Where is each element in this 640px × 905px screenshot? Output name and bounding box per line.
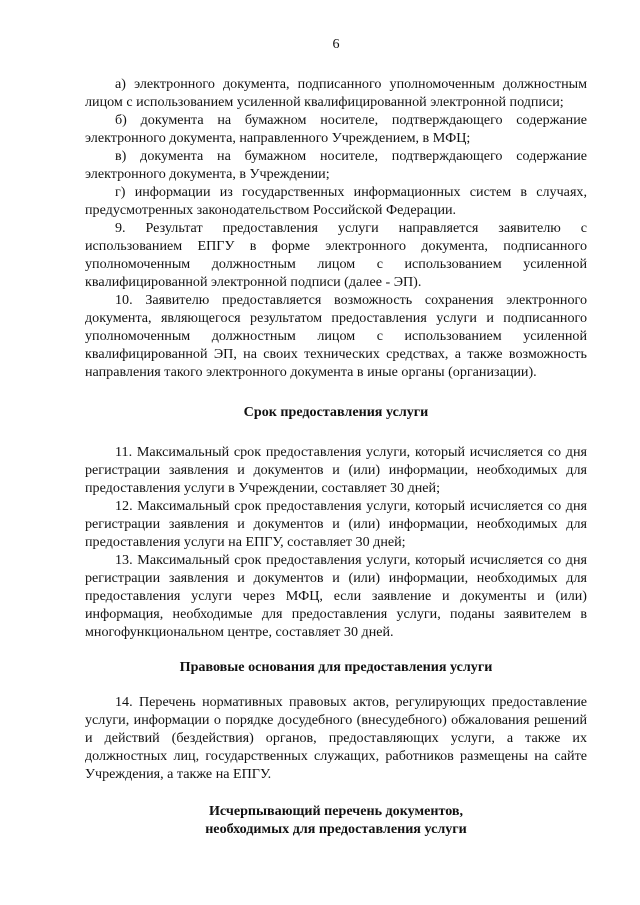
page-number: 6: [332, 36, 340, 52]
section-heading-term: Срок предоставления услуги: [243, 404, 429, 420]
paragraph-9: 9. Результат предоставления услуги направляется заявителю с использованием ЕПГУ в форме электронного документа, подписанного уполномоченным должностным лицом с использованием усиленной квалифицированной электронной подписи (далее - ЭП).: [85, 220, 587, 290]
paragraph-g: г) информации из государственных информационных систем в случаях, предусмотренных законодательством Российской Федерации.: [85, 184, 587, 218]
paragraph-13: 13. Максимальный срок предоставления услуги, который исчисляется со дня регистрации заявления и документов и (или) информации, необходимых для предоставления услуги через МФЦ, если заявление и документы и (или) информация, необходимые для предоставления услуги, поданы заявителем в многофункциональном центре, составляет 30 дней.: [85, 552, 587, 640]
section-heading-documents: [85, 802, 587, 838]
paragraph-v: в) документа на бумажном носителе, подтверждающего содержание электронного документа, в Учреждении;: [85, 148, 587, 182]
section-heading-documents-line1: Исчерпывающий перечень документов,: [208, 803, 464, 819]
paragraph-10: 10. Заявителю предоставляется возможность сохранения электронного документа, являющегося результатом предоставления услуги и подписанного уполномоченным должностным лицом с использованием усиленной квалифицированной ЭП, на своих технических средствах, а также возможность направления такого электронного документа в иные органы (организации).: [85, 292, 587, 380]
paragraph-12: 12. Максимальный срок предоставления услуги, который исчисляется со дня регистрации заявления и документов и (или) информации, необходимых для предоставления услуги на ЕПГУ, составляет 30 дней;: [85, 498, 587, 550]
paragraph-14: 14. Перечень нормативных правовых актов, регулирующих предоставление услуги, информации о порядке досудебного (внесудебного) обжалования решений и действий (бездействия) органов, предоставляющих услуги, а также их должностных лиц, государственных служащих, работников размещены на сайте Учреждения, а также на ЕПГУ.: [85, 694, 587, 782]
section-heading-documents-line2: необходимых для предоставления услуги: [205, 821, 467, 837]
paragraph-b: б) документа на бумажном носителе, подтверждающего содержание электронного документа, направленного Учреждением, в МФЦ;: [85, 112, 587, 146]
section-heading-legal-basis: Правовые основания для предоставления услуги: [179, 659, 493, 675]
paragraph-11: 11. Максимальный срок предоставления услуги, который исчисляется со дня регистрации заявления и документов и (или) информации, необходимых для предоставления услуги в Учреждении, составляет 30 дней;: [85, 444, 587, 496]
paragraph-a: а) электронного документа, подписанного уполномоченным должностным лицом с использованием усиленной квалифицированной электронной подписи;: [85, 76, 587, 110]
